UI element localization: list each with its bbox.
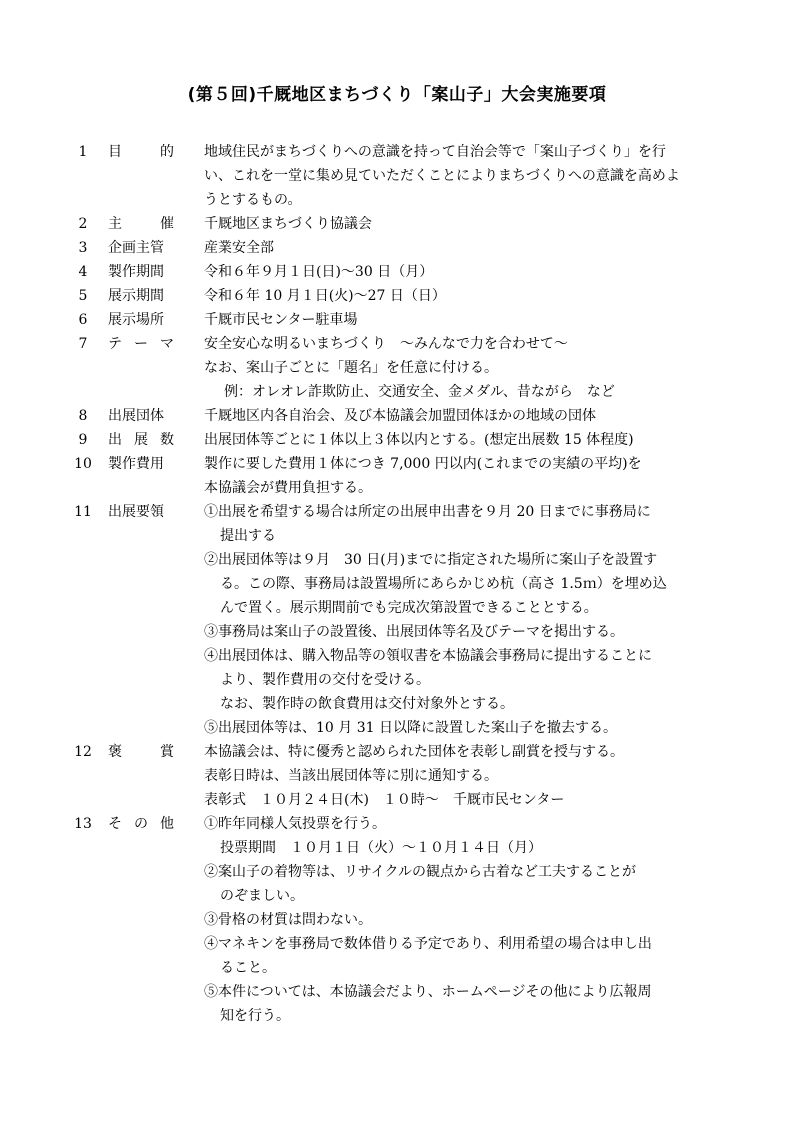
section-line: ③骨格の材質は問わない。 xyxy=(204,912,372,928)
section-number: 4 xyxy=(78,264,88,280)
section-line: ること。 xyxy=(220,960,276,976)
section-line: ⑤本件については、本協議会だより、ホームページその他により広報周 xyxy=(204,984,652,1000)
section-line: る。この際、事務局は設置場所にあらかじめ杭（高さ 1.5ｍ）を埋め込 xyxy=(220,576,667,592)
section-line: ②出展団体等は９月 30 日(月)までに指定された場所に案山子を設置す xyxy=(204,552,658,568)
section-line: 投票期間 １０月１日（火）～１０月１４日（月） xyxy=(220,840,542,856)
section-line: 表彰日時は、当該出展団体等に別に通知する。 xyxy=(204,768,498,784)
section-number: 11 xyxy=(74,504,92,520)
section-label: 製作期間 xyxy=(108,264,164,280)
section-line: んで置く。展示期間前でも完成次第設置できることとする。 xyxy=(220,600,598,616)
section-line: なお、案山子ごとに「題名」を任意に付ける。 xyxy=(204,360,498,376)
section-label: 企画主管 xyxy=(108,240,164,256)
section-item xyxy=(0,812,794,1028)
section-label: 展示期間 xyxy=(108,288,164,304)
section-item xyxy=(0,284,794,308)
section-line: ①昨年同様人気投票を行う。 xyxy=(204,816,386,832)
section-label: 出展団体 xyxy=(108,408,164,424)
section-item xyxy=(0,260,794,284)
section-line: うとするもの。 xyxy=(204,192,302,208)
section-item xyxy=(0,212,794,236)
section-line: ③事務局は案山子の設置後、出展団体等名及びテーマを掲出する。 xyxy=(204,624,624,640)
section-item xyxy=(0,404,794,428)
section-line: ④マネキンを事務局で数体借りる予定であり、利用希望の場合は申し出 xyxy=(204,936,652,952)
section-line: 令和６年９月１日(日)～30 日（月） xyxy=(204,264,434,280)
section-line: 知を行う。 xyxy=(220,1008,290,1024)
section-item xyxy=(0,236,794,260)
section-item xyxy=(0,308,794,332)
section-line: 地域住民がまちづくりへの意識を持って自治会等で「案山子づくり」を行 xyxy=(204,144,666,160)
section-line: 表彰式 １０月２４日(木) １０時～ 千厩市民センター xyxy=(204,792,565,808)
section-label: 目 的 xyxy=(108,144,174,160)
section-line: ①出展を希望する場合は所定の出展申出書を９月 20 日までに事務局に xyxy=(204,504,651,520)
document-title: (第５回)千厩地区まちづくり「案山子」大会実施要項 xyxy=(187,85,607,105)
section-line: 製作に要した費用１体につき 7,000 円以内(これまでの実績の平均)を xyxy=(204,456,642,472)
section-line: 提出する xyxy=(220,528,276,544)
section-line: 千厩市民センター駐車場 xyxy=(204,312,358,328)
section-line: ②案山子の着物等は、リサイクルの観点から古着など工夫することが xyxy=(204,864,637,880)
section-item xyxy=(0,140,794,212)
section-label: 出展要領 xyxy=(108,504,164,520)
section-line: のぞましい。 xyxy=(220,888,304,904)
section-number: 8 xyxy=(78,408,88,424)
section-label: そ の 他 xyxy=(108,816,174,832)
section-item xyxy=(0,452,794,500)
section-number: 13 xyxy=(74,816,92,832)
section-line: より、製作費用の交付を受ける。 xyxy=(220,672,430,688)
section-number: 10 xyxy=(74,456,92,472)
section-number: 1 xyxy=(78,144,88,160)
section-item xyxy=(0,428,794,452)
section-line: 本協議会は、特に優秀と認められた団体を表彰し副賞を授与する。 xyxy=(204,744,624,760)
section-line: ④出展団体は、購入物品等の領収書を本協議会事務局に提出することに xyxy=(204,648,652,664)
section-label: 製作費用 xyxy=(108,456,164,472)
section-number: 9 xyxy=(78,432,88,448)
section-line: 千厩地区まちづくり協議会 xyxy=(204,216,372,232)
sections-list xyxy=(0,140,794,1028)
section-label: テ ー マ xyxy=(108,336,174,352)
section-number: 12 xyxy=(74,744,92,760)
section-label: 褒 賞 xyxy=(108,744,174,760)
section-item xyxy=(0,500,794,740)
section-line: ⑤出展団体等は、10 月 31 日以降に設置した案山子を撤去する。 xyxy=(204,720,617,736)
section-number: 5 xyxy=(78,288,88,304)
section-label: 主 催 xyxy=(108,216,174,232)
section-line: 産業安全部 xyxy=(204,240,274,256)
section-number: 6 xyxy=(78,312,88,328)
section-line: 出展団体等ごとに１体以上３体以内とする。(想定出展数 15 体程度) xyxy=(204,432,634,448)
section-line: 千厩地区内各自治会、及び本協議会加盟団体ほかの地域の団体 xyxy=(204,408,596,424)
section-number: 3 xyxy=(78,240,88,256)
section-line: 本協議会が費用負担する。 xyxy=(204,480,372,496)
section-line: 例：オレオレ詐欺防止、交通安全、金メダル、昔ながら など xyxy=(224,384,615,400)
section-label: 出 展 数 xyxy=(108,432,174,448)
section-number: 7 xyxy=(78,336,88,352)
section-line: 安全安心な明るいまちづくり ～みんなで力を合わせて～ xyxy=(204,336,568,352)
section-item xyxy=(0,740,794,812)
section-label: 展示場所 xyxy=(108,312,164,328)
section-number: 2 xyxy=(78,216,88,232)
section-line: い、これを一堂に集め見ていただくことによりまちづくりへの意識を高めよ xyxy=(204,168,680,184)
section-line: なお、製作時の飲食費用は交付対象外とする。 xyxy=(220,696,514,712)
section-item xyxy=(0,332,794,404)
section-line: 令和６年 10 月１日(火)～27 日（日） xyxy=(204,288,446,304)
